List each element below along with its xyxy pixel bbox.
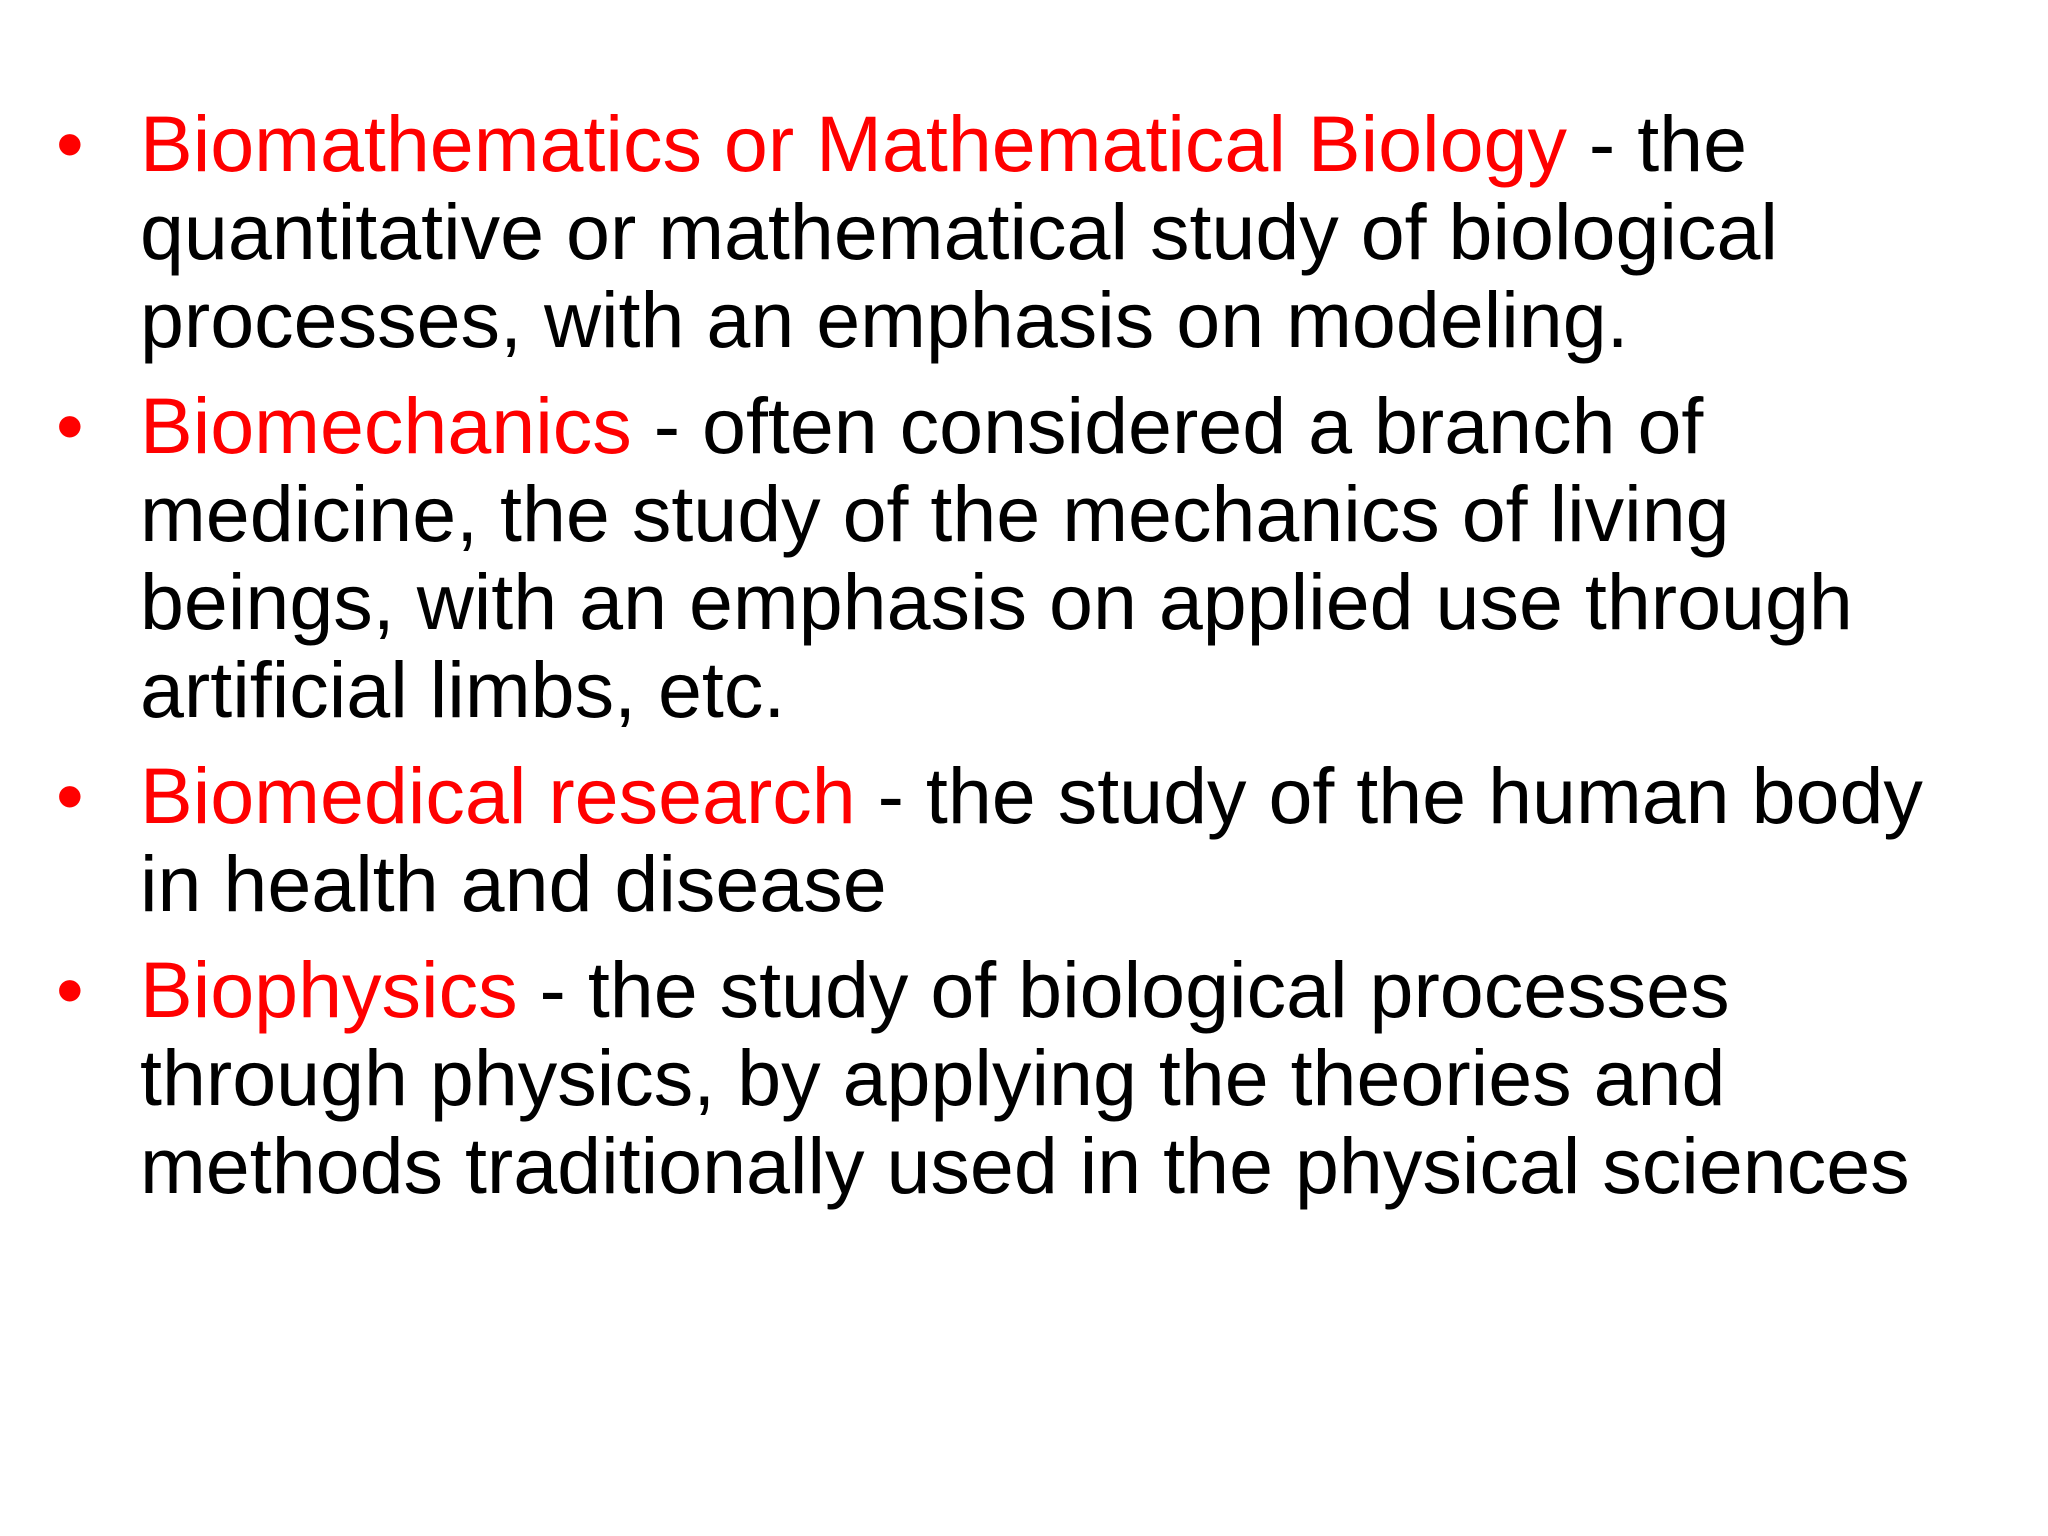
bullet-icon: • (56, 99, 84, 188)
bullet-list (56, 100, 1976, 1210)
list-item (56, 100, 1976, 364)
bullet-icon: • (56, 945, 84, 1034)
term: Biomedical research (140, 751, 856, 840)
list-item (56, 946, 1976, 1210)
definition: - the quantitative or mathematical study of biological processes, with an emphasis on modeling. (140, 99, 1778, 364)
bullet-icon: • (56, 751, 84, 840)
term: Biomechanics (140, 381, 632, 470)
term: Biomathematics or Mathematical Biology (140, 99, 1567, 188)
term: Biophysics (140, 945, 518, 1034)
list-item (56, 752, 1976, 928)
bullet-icon: • (56, 381, 84, 470)
definition: - often considered a branch of medicine, the study of the mechanics of living beings, with an emphasis on applied use through artificial limbs, etc. (140, 381, 1853, 734)
list-item (56, 382, 1976, 734)
definition: - the study of biological processes through physics, by applying the theories and methods traditionally used in the physical sciences (140, 945, 1910, 1210)
definition: - the study of the human body in health and disease (140, 751, 1923, 928)
